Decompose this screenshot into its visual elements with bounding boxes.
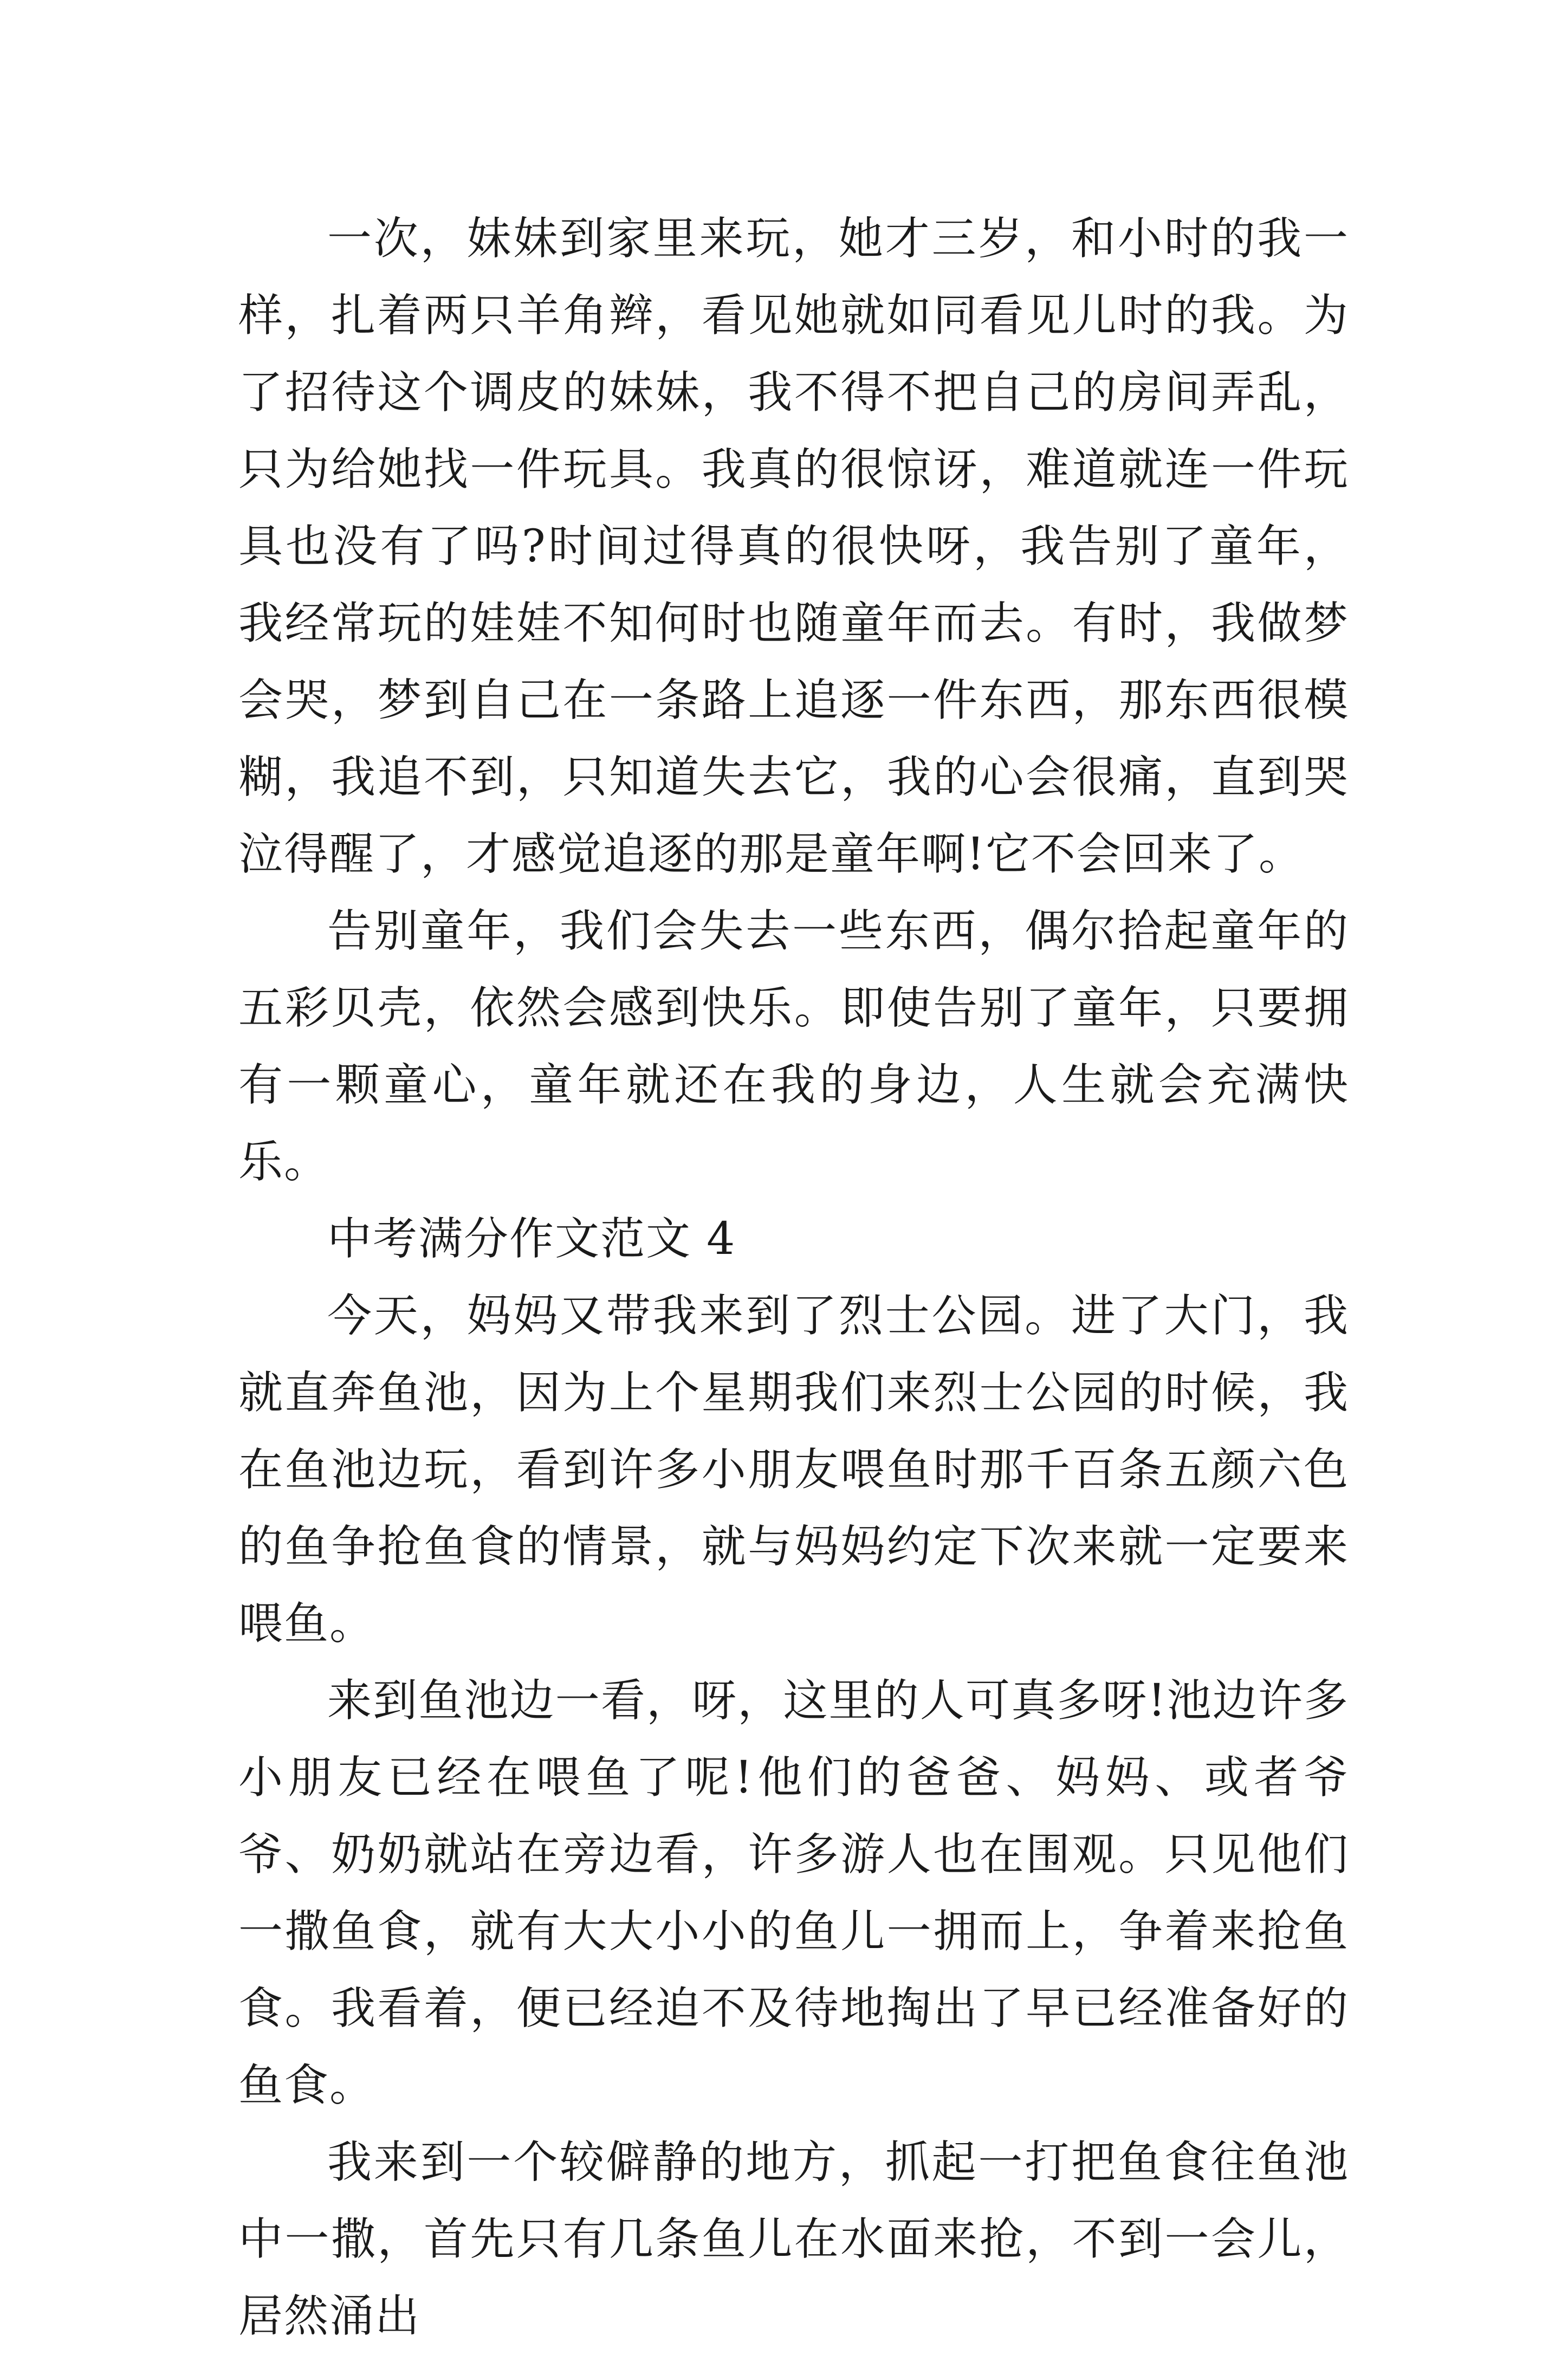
paragraph: 告别童年，我们会失去一些东西，偶尔拾起童年的五彩贝壳，依然会感到快乐。即使告别了童年，只要拥有一颗童心，童年就还在我的身边，人生就会充满快乐。	[238, 905, 1349, 1188]
paragraph: 今天，妈妈又带我来到了烈士公园。进了大门，我就直奔鱼池，因为上个星期我们来烈士公园的时候，我在鱼池边玩，看到许多小朋友喂鱼时那千百条五颜六色的鱼争抢鱼食的情景，就与妈妈约定下次来就一定要来喂鱼。	[238, 1290, 1349, 1649]
paragraph: 一次，妹妹到家里来玩，她才三岁，和小时的我一样，扎着两只羊角辫，看见她就如同看见儿时的我。为了招待这个调皮的妹妹，我不得不把自己的房间弄乱，只为给她找一件玩具。我真的很惊讶，难道就连一件玩具也没有了吗?时间过得真的很快呀，我告别了童年，我经常玩的娃娃不知何时也随童年而去。有时，我做梦会哭，梦到自己在一条路上追逐一件东西，那东西很模糊，我追不到，只知道失去它，我的心会很痛，直到哭泣得醒了，才感觉追逐的那是童年啊!它不会回来了。	[238, 213, 1349, 880]
paragraph: 来到鱼池边一看，呀，这里的人可真多呀!池边许多小朋友已经在喂鱼了呢!他们的爸爸、妈妈、或者爷爷、奶奶就站在旁边看，许多游人也在围观。只见他们一撒鱼食，就有大大小小的鱼儿一拥而上，争着来抢鱼食。我看着，便已经迫不及待地掏出了早已经准备好的鱼食。	[238, 1675, 1349, 2111]
section-title: 中考满分作文范文 4	[327, 1213, 736, 1265]
paragraph: 我来到一个较僻静的地方，抓起一打把鱼食往鱼池中一撒，首先只有几条鱼儿在水面来抢，不到一会儿，居然涌出	[238, 2137, 1349, 2342]
document-body	[238, 200, 1349, 2355]
